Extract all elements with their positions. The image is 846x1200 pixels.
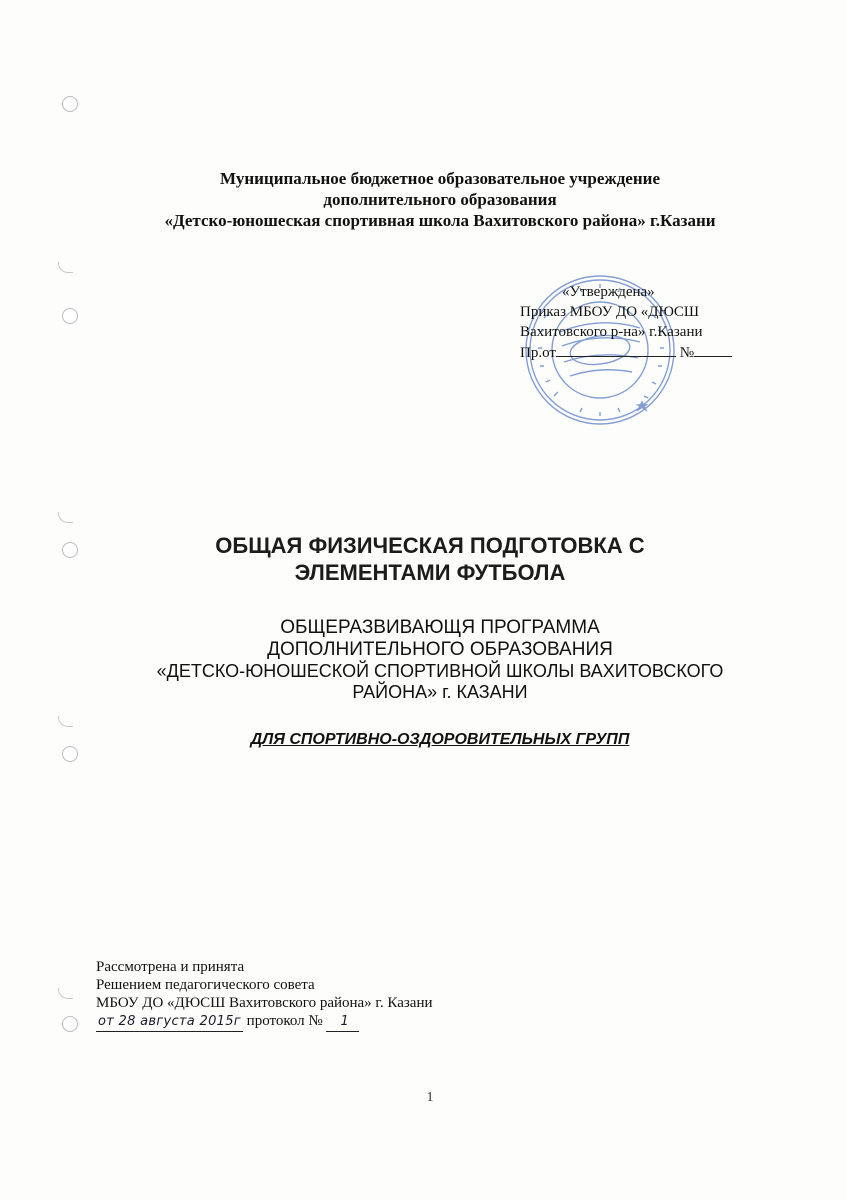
adoption-protocol-line: [96, 1012, 596, 1032]
page-number: 1: [426, 1090, 434, 1105]
handwritten-date: от 28 августа 2015г: [96, 1013, 243, 1032]
punch-mark: [58, 716, 73, 727]
adoption-block: [96, 958, 596, 1032]
approval-block: [520, 282, 760, 363]
subtitle-line: ОБЩЕРАЗВИВАЮЩЯ ПРОГРАММА: [280, 617, 600, 638]
header-line: Муниципальное бюджетное образовательное учреждение: [220, 169, 660, 188]
approval-line: Приказ МБОУ ДО «ДЮСШ: [520, 304, 700, 320]
punch-hole: [62, 308, 78, 324]
approval-order-line: [520, 342, 760, 363]
subtitle-line: ДОПОЛНИТЕЛЬНОГО ОБРАЗОВАНИЯ: [267, 639, 613, 660]
punch-hole: [62, 96, 78, 112]
handwritten-protocol-number: 1: [326, 1013, 359, 1032]
punch-mark: [58, 988, 73, 999]
program-title: [60, 532, 800, 586]
program-subtitle: [60, 617, 820, 703]
approval-line: Вахитовского р-на» г.Казани: [520, 324, 703, 340]
approval-line: «Утверждена»: [562, 284, 655, 300]
order-number-blank: [694, 342, 732, 357]
adoption-line: Решением педагогического совета: [96, 977, 315, 993]
target-groups: ДЛЯ СПОРТИВНО-ОЗДОРОВИТЕЛЬНЫХ ГРУПП: [250, 731, 630, 748]
title-line: ЭЛЕМЕНТАМИ ФУТБОЛА: [294, 560, 566, 585]
punch-mark: [58, 262, 73, 273]
order-date-blank: [556, 342, 676, 357]
punch-hole: [62, 1016, 78, 1032]
subtitle-line: «ДЕТСКО-ЮНОШЕСКОЙ СПОРТИВНОЙ ШКОЛЫ ВАХИТОВСКОГО: [156, 661, 724, 681]
header-line: дополнительного образования: [323, 190, 557, 209]
adoption-line: МБОУ ДО «ДЮСШ Вахитовского района» г. Казани: [96, 995, 433, 1011]
institution-header: [60, 168, 820, 231]
order-prefix: Пр.от: [520, 345, 556, 361]
header-line: «Детско-юношеская спортивная школа Вахитовского района» г.Казани: [164, 211, 716, 230]
order-number-sign: №: [679, 345, 695, 361]
protocol-label: протокол №: [246, 1013, 323, 1029]
title-line: ОБЩАЯ ФИЗИЧЕСКАЯ ПОДГОТОВКА С: [215, 533, 645, 558]
adoption-line: Рассмотрена и принята: [96, 959, 245, 975]
punch-mark: [58, 512, 73, 523]
subtitle-line: РАЙОНА» г. КАЗАНИ: [352, 682, 528, 702]
